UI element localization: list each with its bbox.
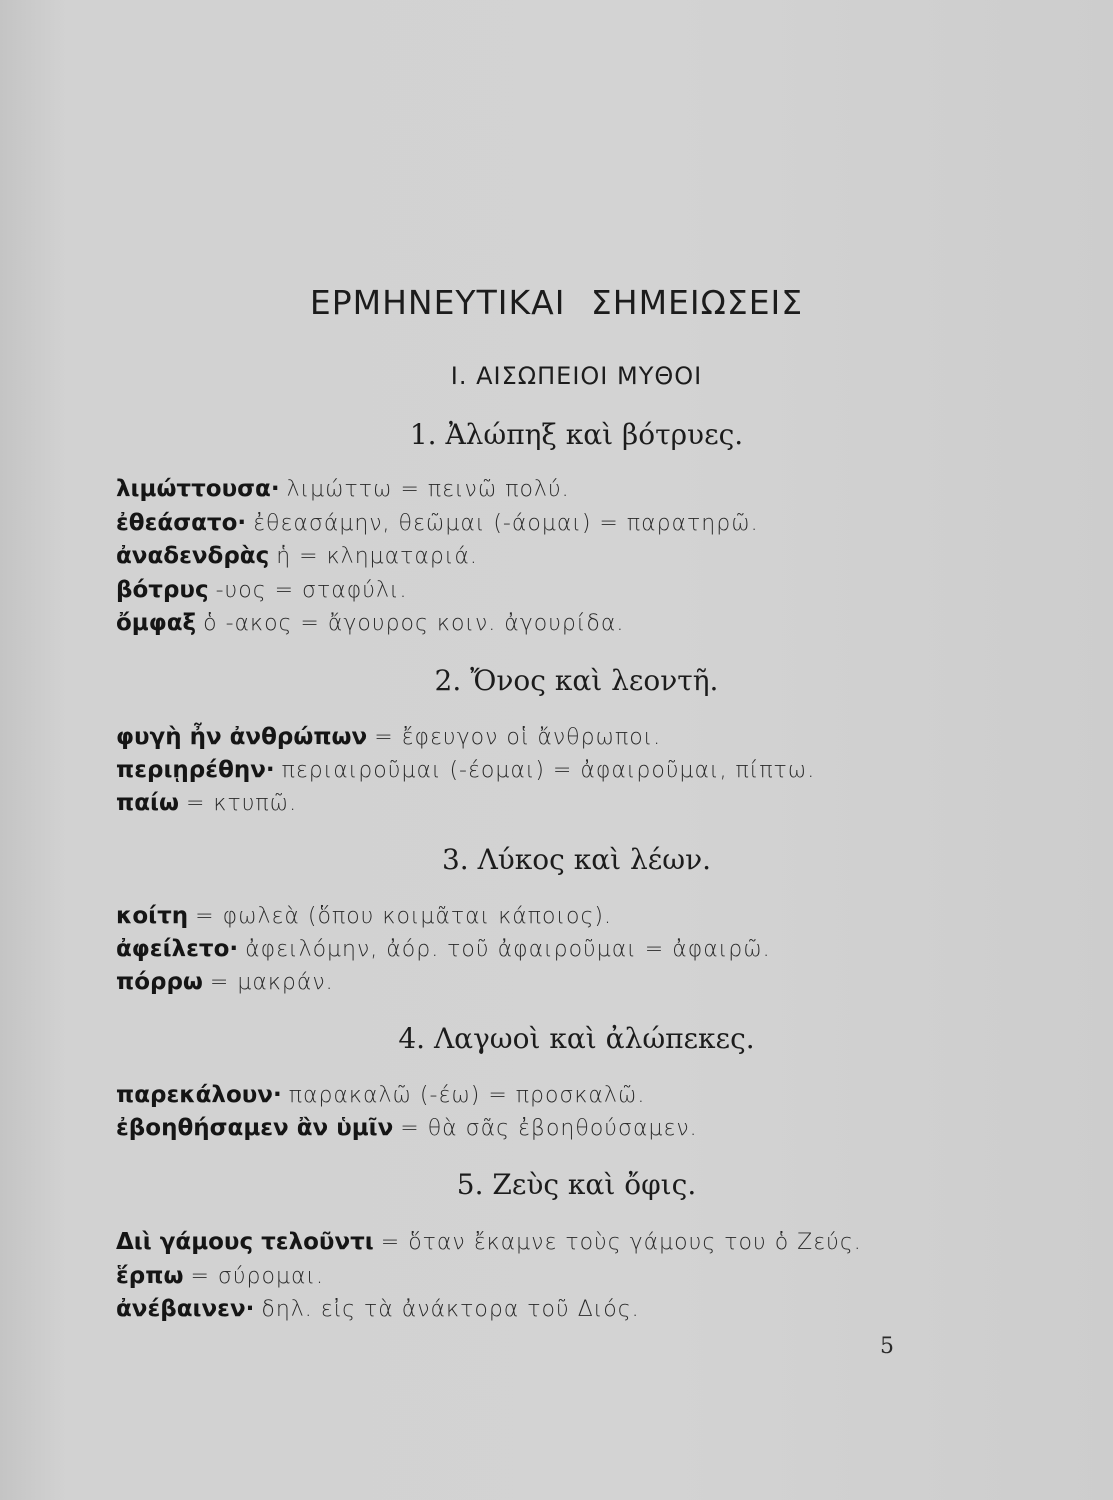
entry: [116, 722, 661, 753]
section-heading: 1. Ἀλώπηξ καὶ βότρυες.: [409, 418, 744, 451]
entry-gloss: ἡ = κληματαριά.: [276, 544, 478, 569]
entry: [116, 575, 408, 606]
entry: [116, 901, 612, 932]
entry-lemma: φυγὴ ἦν ἀνθρώπων: [116, 724, 368, 750]
entry-gloss: -υος = σταφύλι.: [215, 578, 408, 603]
entry: [116, 1294, 640, 1325]
entry-gloss: = ἔφευγον οἱ ἄνθρωποι.: [374, 725, 662, 750]
page-subtitle: Ι. ΑΙΣΩΠΕΙΟΙ ΜΥΘΟΙ: [450, 362, 703, 390]
entry-lemma: παίω: [116, 790, 179, 816]
entry-lemma: ὄμφαξ: [116, 610, 197, 636]
entry-gloss: ἐθεασάμην, θεῶμαι (-άομαι) = παρατηρῶ.: [253, 511, 759, 536]
entry: [116, 1227, 862, 1258]
entry: [116, 967, 334, 998]
entry-lemma: ἀνέβαινεν·: [116, 1296, 255, 1322]
entry-lemma: ἕρπω: [116, 1263, 184, 1289]
entry: [116, 541, 478, 572]
entry-lemma: ἐθεάσατο·: [116, 510, 247, 536]
section-heading: 4. Λαγωοὶ καὶ ἀλώπεκες.: [398, 1022, 755, 1055]
entry-lemma: κοίτη: [116, 903, 189, 929]
section-heading: 5. Ζεὺς καὶ ὄφις.: [456, 1168, 697, 1201]
entry-lemma: ἀφείλετο·: [116, 936, 239, 962]
entry: [116, 788, 297, 819]
entry-gloss: = ὅταν ἔκαμνε τοὺς γάμους του ὁ Ζεύς.: [380, 1230, 862, 1255]
entry-gloss: = φωλεὰ (ὅπου κοιμᾶται κάποιος).: [195, 904, 612, 929]
entry-gloss: παρακαλῶ (-έω) = προσκαλῶ.: [288, 1083, 646, 1108]
entry-gloss: λιμώττω = πεινῶ πολύ.: [286, 477, 570, 502]
entry-gloss: ὁ -ακος = ἄγουρος κοιν. ἀγουρίδα.: [203, 611, 625, 636]
entry-gloss: = σύρομαι.: [190, 1264, 324, 1289]
entry: [116, 934, 771, 965]
entry-lemma: βότρυς: [116, 577, 209, 603]
entry-lemma: ἐβοηθήσαμεν ἂν ὑμῖν: [116, 1115, 394, 1141]
entry-gloss: = κτυπῶ.: [185, 791, 298, 816]
entry-lemma: Διὶ γάμους τελοῦντι: [116, 1229, 374, 1255]
section-heading: 2. Ὄνος καὶ λεοντῆ.: [434, 664, 719, 697]
entry: [116, 1261, 324, 1292]
entry: [116, 755, 815, 786]
entry-lemma: λιμώττουσα·: [116, 476, 280, 502]
entry: [116, 608, 624, 639]
entry-gloss: δηλ. εἰς τὰ ἀνάκτορα τοῦ Διός.: [261, 1297, 640, 1322]
entry-gloss: ἀφειλόμην, ἀόρ. τοῦ ἀφαιροῦμαι = ἀφαιρῶ.: [245, 937, 771, 962]
entry: [116, 474, 570, 505]
entry-lemma: ἀναδενδρὰς: [116, 543, 270, 569]
entry: [116, 1080, 645, 1111]
entry-gloss: περιαιροῦμαι (-έομαι) = ἀφαιροῦμαι, πίπτω.: [281, 758, 816, 783]
section-heading: 3. Λύκος καὶ λέων.: [441, 843, 712, 876]
entry: [116, 508, 759, 539]
entry: [116, 1113, 698, 1144]
entry-lemma: παρεκάλουν·: [116, 1082, 282, 1108]
entry-lemma: περιῃρέθην·: [116, 757, 275, 783]
entry-gloss: = θὰ σᾶς ἐβοηθούσαμεν.: [400, 1116, 698, 1141]
entry-gloss: = μακράν.: [209, 970, 334, 995]
page-number: 5: [880, 1334, 894, 1359]
entry-lemma: πόρρω: [116, 969, 203, 995]
page-title: ΕΡΜΗΝΕΥΤΙΚΑΙ ΣΗΜΕΙΩΣΕΙΣ: [309, 283, 804, 322]
